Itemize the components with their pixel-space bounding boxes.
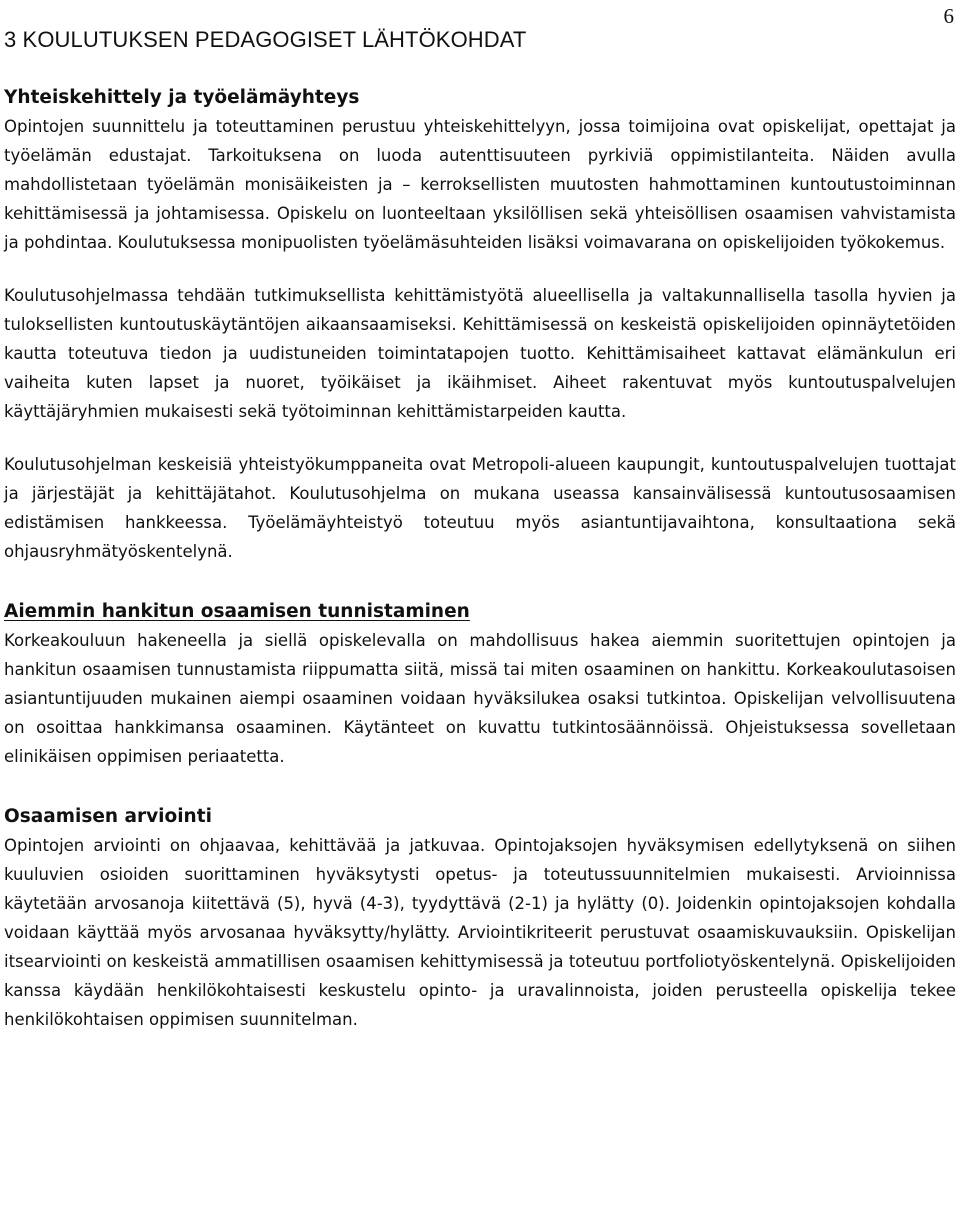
section-osaamisen-arviointi <box>4 803 956 1034</box>
paragraph: Opintojen suunnittelu ja toteuttaminen perustuu yhteiskehittelyyn, jossa toimijoina ovat opiskelijat, opettajat ja työelämän edustajat. Tarkoituksena on luoda autenttisuuteen pyrkiviä oppimistilanteita. Näiden avulla mahdollistetaan työelämän monisäikeisten ja – kerroksellisten muutosten hahmottaminen kuntoutustoiminnan kehittämisessä ja johtamisessa. Opiskelu on luonteeltaan yksilöllisen sekä yhteisöllisen osaamisen vahvistamista ja pohdintaa. Koulutuksessa monipuolisten työelämäsuhteiden lisäksi voimavarana on opiskelijoiden työkokemus. <box>4 117 956 252</box>
section-heading: Yhteiskehittely ja työelämäyhteys <box>4 87 360 108</box>
page-number: 6 <box>943 4 954 28</box>
paragraph: Korkeakouluun hakeneella ja siellä opiskelevalla on mahdollisuus hakea aiemmin suoritettujen opintojen ja hankitun osaamisen tunnustamista riippumatta siitä, missä tai miten osaaminen on hankittu. Korkeakoulutasoisen asiantuntijuuden mukainen aiempi osaaminen voidaan hyväksilukea osaksi tutkintoa. Opiskelijan velvollisuutena on osoittaa hankkimansa osaaminen. Käytänteet on kuvattu tutkintosäännöissä. Ohjeistuksessa sovelletaan elinikäisen oppimisen periaatetta. <box>4 631 956 766</box>
chapter-title: 3 KOULUTUKSEN PEDAGOGISET LÄHTÖKOHDAT <box>4 27 527 52</box>
section-spacer <box>4 771 956 803</box>
paragraph-spacer <box>4 426 956 450</box>
document-body <box>4 84 956 1034</box>
section-yhteiskehittely <box>4 84 956 566</box>
paragraph-spacer <box>4 257 956 281</box>
section-aiemmin-hankittu <box>4 598 956 771</box>
section-heading: Osaamisen arviointi <box>4 806 212 827</box>
paragraph: Koulutusohjelman keskeisiä yhteistyökumppaneita ovat Metropoli-alueen kaupungit, kuntoutuspalvelujen tuottajat ja järjestäjät ja kehittäjätahot. Koulutusohjelma on mukana useassa kansainvälisessä kuntoutusosaamisen edistämisen hankkeessa. Työelämäyhteistyö toteutuu myös asiantuntijavaihtona, konsultaationa sekä ohjausryhmätyöskentelynä. <box>4 455 956 561</box>
section-spacer <box>4 566 956 598</box>
section-heading: Aiemmin hankitun osaamisen tunnistaminen <box>4 601 470 622</box>
paragraph: Opintojen arviointi on ohjaavaa, kehittävää ja jatkuvaa. Opintojaksojen hyväksymisen edellytyksenä on siihen kuuluvien osioiden suorittaminen hyväksytysti opetus- ja toteutussuunnitelmien mukaisesti. Arvioinnissa käytetään arvosanoja kiitettävä (5), hyvä (4-3), tyydyttävä (2-1) ja hylätty (0). Joidenkin opintojaksojen kohdalla voidaan käyttää myös arvosanaa hyväksytty/hylätty. Arviointikriteerit perustuvat osaamiskuvauksiin. Opiskelijan itsearviointi on keskeistä ammatillisen osaamisen kehittymisessä ja toteutuu portfoliotyöskentelynä. Opiskelijoiden kanssa käydään henkilökohtaisesti keskustelu opinto- ja uravalinnoista, joiden perusteella opiskelija tekee henkilökohtaisen oppimisen suunnitelman. <box>4 836 956 1029</box>
paragraph: Koulutusohjelmassa tehdään tutkimuksellista kehittämistyötä alueellisella ja valtakunnallisella tasolla hyvien ja tuloksellisten kuntoutuskäytäntöjen aikaansaamiseksi. Kehittämisessä on keskeistä opiskelijoiden opinnäytetöiden kautta toteutuva tiedon ja uudistuneiden toimintatapojen tuotto. Kehittämisaiheet kattavat elämänkulun eri vaiheita kuten lapset ja nuoret, työikäiset ja ikäihmiset. Aiheet rakentuvat myös kuntoutuspalvelujen käyttäjäryhmien mukaisesti sekä työtoiminnan kehittämistarpeiden kautta. <box>4 286 956 421</box>
